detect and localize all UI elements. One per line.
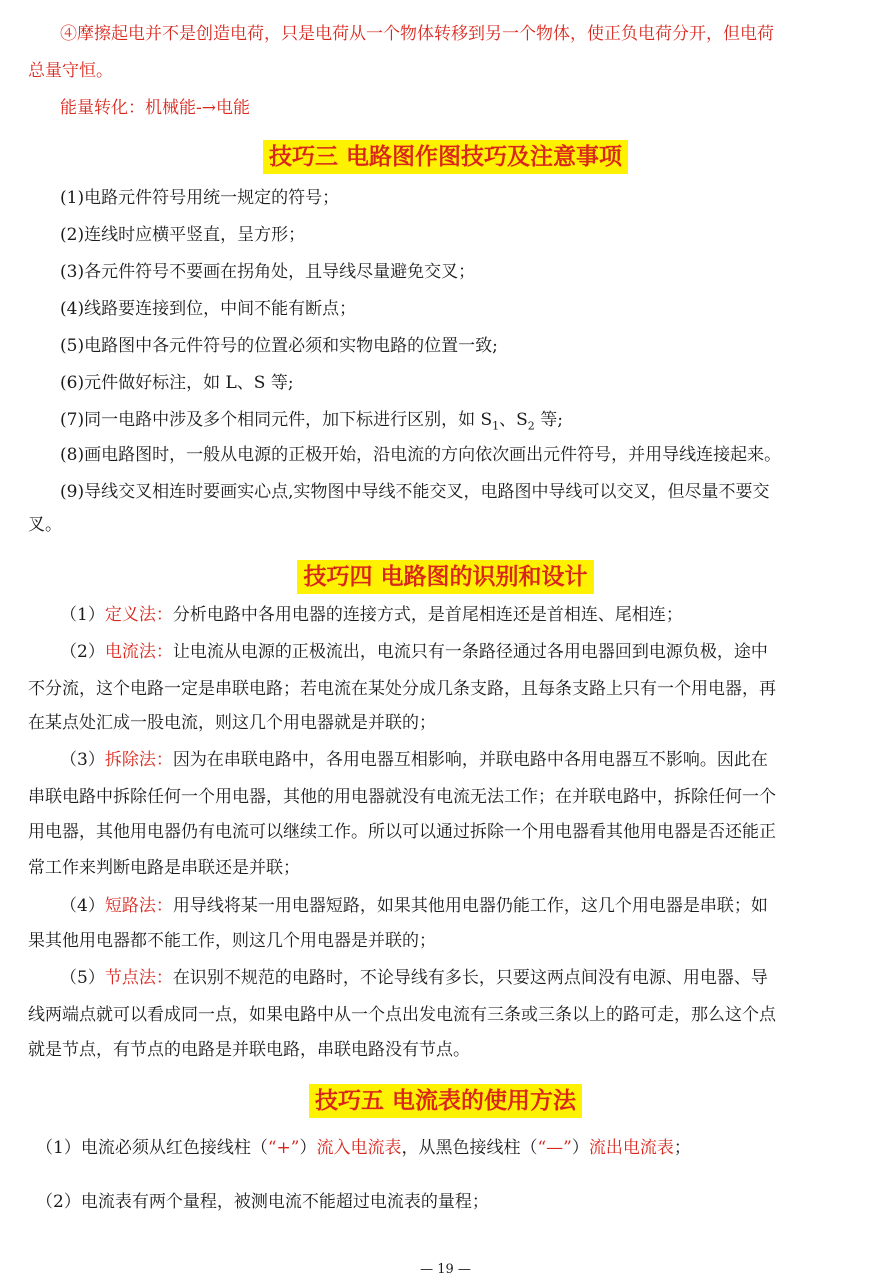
ammeter-text: ） (571, 1138, 589, 1158)
method-text: 用导线将某一用电器短路，如果其他用电器仍能工作，这几个用电器是串联；如 (172, 896, 768, 916)
method-text: 分析电路中各用电器的连接方式，是首尾相连还是首相连、尾相连； (172, 605, 683, 625)
method-name: 定义法： (104, 605, 173, 625)
method-number: （5） (60, 968, 105, 988)
method-name: 短路法： (104, 896, 173, 916)
method-number: （2） (60, 642, 105, 662)
method-node (60, 966, 768, 990)
method-text: 让电流从电源的正极流出，电流只有一条路径通过各用电器回到电源负极，途中 (172, 642, 768, 662)
ammeter-rule-1 (36, 1136, 691, 1160)
section3-item-9-line2: 叉。 (28, 515, 62, 535)
section3-heading: 技巧三 电路图作图技巧及注意事项 (263, 140, 628, 174)
method-removal (60, 748, 768, 772)
method-name: 节点法： (104, 968, 173, 988)
section3-item: (3)各元件符号不要画在拐角处，且导线尽量避免交叉； (60, 262, 476, 282)
method-node-line3: 就是节点，有节点的电路是并联电路，串联电路没有节点。 (28, 1040, 470, 1060)
section4-heading-wrap (0, 560, 891, 594)
item7-separator: 、S (499, 410, 528, 430)
ammeter-text: （1）电流必须从红色接线柱（ (36, 1138, 268, 1158)
item7-text: (7)同一电路中涉及多个相同元件，加下标进行区别，如 S (60, 410, 493, 430)
method-current-line2: 不分流，这个电路一定是串联电路；若电流在某处分成几条支路，且每条支路上只有一个用电器，再 (28, 679, 776, 699)
method-short-circuit-line2: 果其他用电器都不能工作，则这几个用电器是并联的； (28, 931, 436, 951)
section3-item: (6)元件做好标注，如 L、S 等; (60, 373, 294, 393)
item7-subscript-1: 1 (492, 419, 500, 433)
minus-terminal: “—” (537, 1138, 572, 1158)
item7-subscript-2: 2 (527, 419, 535, 433)
ammeter-text: ； (673, 1138, 691, 1158)
ammeter-text: ） (299, 1138, 317, 1158)
plus-terminal: “+” (267, 1138, 300, 1158)
item7-tail: 等; (534, 410, 563, 430)
method-text: 在识别不规范的电路时，不论导线有多长，只要这两点间没有电源、用电器、导 (172, 968, 768, 988)
section5-heading: 技巧五 电流表的使用方法 (309, 1084, 582, 1118)
method-number: （3） (60, 750, 105, 770)
section3-item-7 (60, 408, 563, 438)
method-short-circuit (60, 894, 768, 918)
section3-heading-wrap (0, 140, 891, 174)
method-number: （4） (60, 896, 105, 916)
method-current (60, 640, 768, 664)
section3-item: (5)电路图中各元件符号的位置必须和实物电路的位置一致; (60, 336, 498, 356)
friction-charge-line2: 总量守恒。 (28, 61, 113, 81)
friction-charge-line1: ④摩擦起电并不是创造电荷，只是电荷从一个物体转移到另一个物体，使正负电荷分开，但电荷 (60, 24, 774, 44)
method-removal-line4: 常工作来判断电路是串联还是并联； (28, 858, 300, 878)
section3-item-9-line1: (9)导线交叉相连时要画实心点,实物图中导线不能交叉，电路图中导线可以交叉，但尽量不要交 (60, 482, 770, 502)
ammeter-text: ，从黑色接线柱（ (401, 1138, 538, 1158)
method-removal-line2: 串联电路中拆除任何一个用电器，其他的用电器就没有电流无法工作；在并联电路中，拆除任何一个 (28, 787, 776, 807)
method-definition (60, 603, 683, 627)
section5-heading-wrap (0, 1084, 891, 1118)
energy-conversion: 能量转化：机械能-→电能 (60, 98, 250, 118)
page-number: — 19 — (420, 1262, 471, 1277)
section3-item-8: (8)画电路图时，一般从电源的正极开始，沿电流的方向依次画出元件符号，并用导线连接起来。 (60, 445, 782, 465)
method-name: 电流法： (104, 642, 173, 662)
method-removal-line3: 用电器，其他用电器仍有电流可以继续工作。所以可以通过拆除一个用电器看其他用电器是否还能正 (28, 822, 776, 842)
method-current-line3: 在某点处汇成一股电流，则这几个用电器就是并联的； (28, 713, 436, 733)
flow-out: 流出电流表 (588, 1138, 674, 1158)
method-node-line2: 线两端点就可以看成同一点，如果电路中从一个点出发电流有三条或三条以上的路可走，那么这个点 (28, 1005, 776, 1025)
section3-item: (1)电路元件符号用统一规定的符号； (60, 188, 340, 208)
method-text: 因为在串联电路中，各用电器互相影响，并联电路中各用电器互不影响。因此在 (172, 750, 768, 770)
method-number: （1） (60, 605, 105, 625)
section3-item: (2)连线时应横平竖直，呈方形； (60, 225, 306, 245)
flow-in: 流入电流表 (316, 1138, 402, 1158)
section3-item: (4)线路要连接到位，中间不能有断点； (60, 299, 357, 319)
method-name: 拆除法： (104, 750, 173, 770)
section4-heading: 技巧四 电路图的识别和设计 (297, 560, 593, 594)
ammeter-rule-2: （2）电流表有两个量程，被测电流不能超过电流表的量程； (36, 1192, 489, 1212)
